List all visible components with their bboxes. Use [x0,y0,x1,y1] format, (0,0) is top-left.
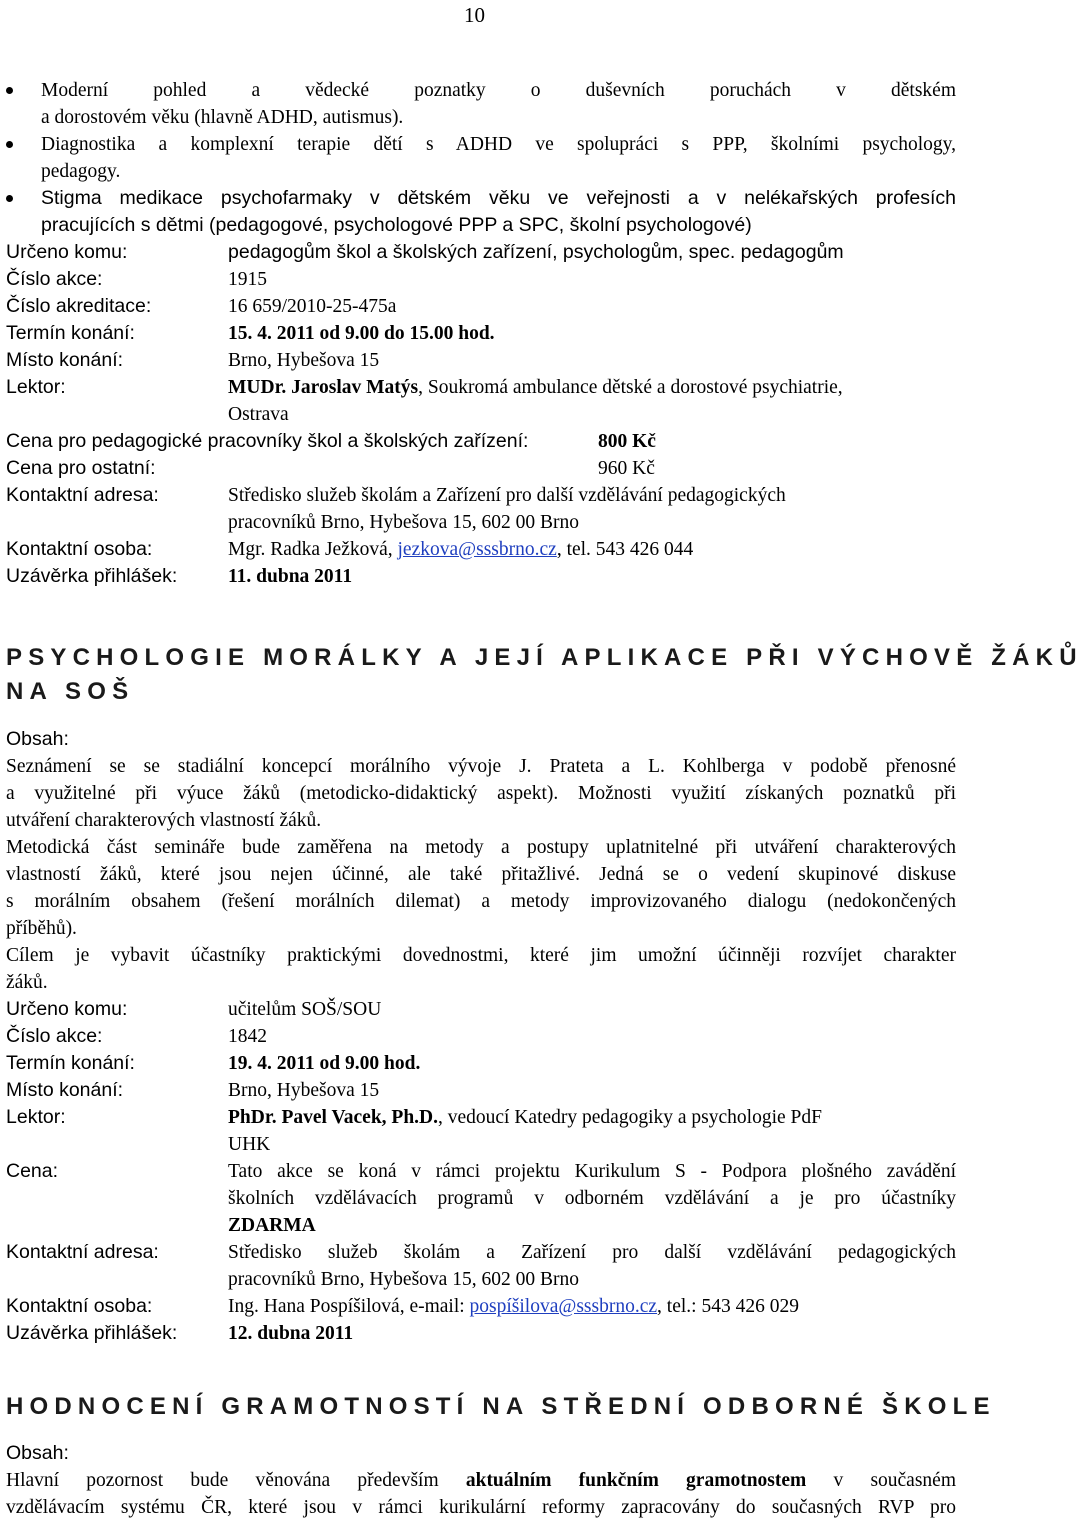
accreditation-value: 16 659/2010-25-475a [228,296,397,317]
page-number: 10 [464,3,485,27]
paragraph-1-line-2: a využitelné při výuce žáků (metodicko-didaktický aspekt). Možnosti využití získaných poznatků při [6,783,956,804]
content-label: Obsah: [6,1442,69,1464]
section-heading-morality-line-1: PSYCHOLOGIE MORÁLKY A JEJÍ APLIKACE PŘI VÝCHOVĚ ŽÁKŮ [6,644,1083,671]
content-text-c: v současném [806,1470,956,1491]
contact-name: Mgr. Radka Ježková, [228,539,398,560]
date-label: Termín konání: [6,1052,135,1074]
bullet-3-line-1: Stigma medikace psychofarmaky v dětském věku ve veřejnosti a v nelékařských profesích [41,187,956,209]
paragraph-2-line-2: vlastností žáků, které jsou nejen účinné, ale také přitažlivé. Jedná se o vedení skupinové diskuse [6,864,956,885]
bullet-3-line-2: pracujících s dětmi (pedagogové, psychologové PPP a SPC, školní psychologové) [41,214,752,236]
contact-phone: , tel.: 543 426 029 [657,1296,799,1317]
lecturer-value [228,1108,822,1128]
place-label: Místo konání: [6,1079,124,1101]
lecturer-affiliation: , Soukromá ambulance dětské a dorostové psychiatrie, [418,377,843,398]
paragraph-2-line-1: Metodická část semináře bude zaměřena na metody a postupy uplatnitelné při utváření charakterových [6,837,956,858]
bullet-dot [6,195,13,202]
lecturer-affiliation: , vedoucí Katedry pedagogiky a psychologie PdF [438,1107,822,1128]
bullet-dot [6,87,13,94]
price-others-label: Cena pro ostatní: [6,457,156,479]
paragraph-2-line-3: s morálním obsahem (řešení morálních dilemat) a metody improvizovaného dialogu (nedokončených [6,891,956,912]
lecturer-line-2: Ostrava [228,404,289,425]
price-line-3: ZDARMA [228,1215,316,1236]
lecturer-label: Lektor: [6,1106,66,1128]
deadline-label: Uzávěrka přihlášek: [6,1322,178,1344]
place-value: Brno, Hybešova 15 [228,350,380,371]
audience-value: učitelům SOŠ/SOU [228,999,382,1020]
date-value: 19. 4. 2011 od 9.00 hod. [228,1053,421,1074]
price-others-value: 960 Kč [598,458,655,479]
action-label: Číslo akce: [6,268,103,290]
price-label: Cena: [6,1160,59,1182]
audience-value: pedagogům škol a školských zařízení, psychologům, spec. pedagogům [228,241,844,263]
address-line-1: Středisko služeb školám a Zařízení pro další vzdělávání pedagogických [228,1242,956,1263]
action-value: 1842 [228,1026,267,1047]
address-line-2: pracovníků Brno, Hybešova 15, 602 00 Brno [228,512,579,533]
paragraph-3-line-2: žáků. [6,972,48,993]
contact-value [228,540,693,560]
section-heading-literacy: HODNOCENÍ GRAMOTNOSTÍ NA STŘEDNÍ ODBORNÉ ŠKOLE [6,1393,996,1420]
address-line-2: pracovníků Brno, Hybešova 15, 602 00 Brno [228,1269,579,1290]
lecturer-line-2: UHK [228,1134,271,1155]
date-label: Termín konání: [6,322,135,344]
deadline-value: 12. dubna 2011 [228,1323,354,1344]
content-label: Obsah: [6,728,69,750]
action-value: 1915 [228,269,267,290]
contact-email-link[interactable]: jezkova@sssbrno.cz [397,539,557,560]
contact-label: Kontaktní osoba: [6,538,153,560]
lecturer-label: Lektor: [6,376,66,398]
place-value: Brno, Hybešova 15 [228,1080,380,1101]
price-teachers-value: 800 Kč [598,431,656,452]
paragraph-3-line-1: Cílem je vybavit účastníky praktickými dovednostmi, které jim umožní účinněji rozvíjet charakter [6,945,956,966]
contact-name: Ing. Hana Pospíšilová, e-mail: [228,1296,470,1317]
price-line-1: Tato akce se koná v rámci projektu Kurikulum S - Podpora plošného zavádění [228,1161,956,1182]
lecturer-value [228,378,843,398]
content-line-2: vzdělávacím systému ČR, které jsou v rámci kurikulární reformy zapracovány do současných RVP pro [6,1497,956,1518]
price-teachers-label: Cena pro pedagogické pracovníky škol a školských zařízení: [6,430,529,452]
address-label: Kontaktní adresa: [6,484,159,506]
deadline-label: Uzávěrka přihlášek: [6,565,178,587]
address-label: Kontaktní adresa: [6,1241,159,1263]
paragraph-1-line-1: Seznámení se se stadiální koncepcí morálního vývoje J. Prateta a L. Kohlberga v podobě přenosné [6,756,956,777]
bullet-2-line-2: pedagogy. [41,161,121,182]
paragraph-1-line-3: utváření charakterových vlastností žáků. [6,810,322,831]
date-value: 15. 4. 2011 od 9.00 do 15.00 hod. [228,323,495,344]
content-line-1 [6,1471,956,1491]
contact-phone: , tel. 543 426 044 [556,539,694,560]
section-heading-morality-line-2: NA SOŠ [6,678,135,705]
content-text-bold: aktuálním funkčním gramotnostem [465,1470,807,1491]
contact-label: Kontaktní osoba: [6,1295,153,1317]
bullet-1-line-2: a dorostovém věku (hlavně ADHD, autismus). [41,107,404,128]
price-line-2: školních vzdělávacích programů v odborném vzdělávání a je pro účastníky [228,1188,956,1209]
bullet-dot [6,141,13,148]
audience-label: Určeno komu: [6,998,128,1020]
bullet-2-line-1: Diagnostika a komplexní terapie dětí s ADHD ve spolupráci s PPP, školními psychology, [41,134,956,155]
contact-value [228,1297,799,1317]
deadline-value: 11. dubna 2011 [228,566,353,587]
place-label: Místo konání: [6,349,124,371]
contact-email-link[interactable]: pospíšilova@sssbrno.cz [469,1296,658,1317]
action-label: Číslo akce: [6,1025,103,1047]
bullet-1-line-1: Moderní pohled a vědecké poznatky o duševních poruchách v dětském [41,80,956,101]
lecturer-name: MUDr. Jaroslav Matýs [228,377,419,398]
paragraph-2-line-4: příběhů). [6,918,77,939]
accreditation-label: Číslo akreditace: [6,295,152,317]
lecturer-name: PhDr. Pavel Vacek, Ph.D. [228,1107,438,1128]
audience-label: Určeno komu: [6,241,128,263]
address-line-1: Středisko služeb školám a Zařízení pro další vzdělávání pedagogických [228,485,786,506]
content-text-a: Hlavní pozornost bude věnována především [6,1470,466,1491]
